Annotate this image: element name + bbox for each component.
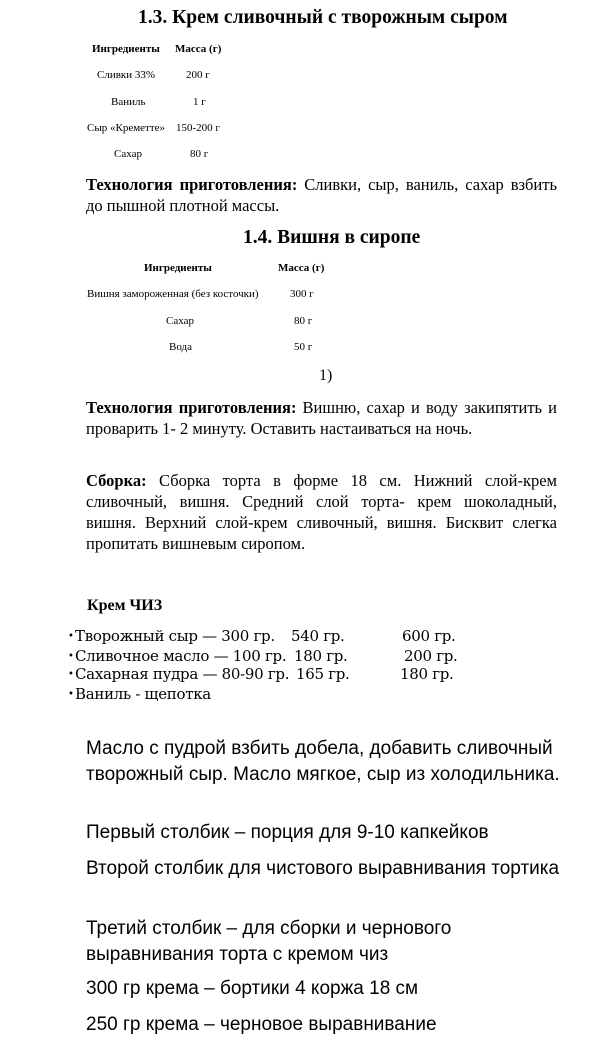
table2-row3-ingredient: Вода	[169, 341, 192, 353]
table2-row1-mass: 300 г	[290, 288, 314, 300]
cream-cheese-title: Крем ЧИЗ	[87, 597, 163, 614]
cream-item-name: Сливочное масло — 100 гр.	[75, 647, 287, 665]
note-sides: 300 гр крема – бортики 4 коржа 18 см	[86, 978, 419, 999]
assembly-paragraph	[86, 470, 557, 554]
cream-item-name: Ваниль - щепотка	[75, 685, 211, 703]
table1-row2-ingredient: Ваниль	[111, 96, 146, 108]
cream-item-col3: 200 гр.	[404, 647, 458, 665]
list-number: 1)	[319, 367, 333, 384]
tech-text: Сливки, сыр, ваниль, сахар взбить до пышной плотной массы.	[86, 175, 557, 215]
table2-header-mass: Масса (г)	[278, 262, 325, 274]
tech-paragraph-1-4	[86, 397, 557, 439]
cream-item	[68, 685, 211, 703]
table1-header-ingredients: Ингредиенты	[92, 43, 160, 55]
note-column-2: Второй столбик для чистового выравнивания тортика	[86, 858, 560, 879]
assembly-label: Сборка:	[86, 471, 147, 490]
bullet-icon: •	[68, 669, 74, 680]
tech-paragraph-1-3	[86, 174, 557, 216]
note-rough-level: 250 гр крема – черновое выравнивание	[86, 1014, 437, 1035]
bullet-icon: •	[68, 651, 74, 662]
table1-row3-ingredient: Сыр «Креметте»	[87, 122, 166, 134]
table1-row2-mass: 1 г	[193, 96, 206, 108]
cream-item	[68, 665, 454, 683]
table2-row3-mass: 50 г	[294, 341, 313, 353]
table1-row1-ingredient: Сливки 33%	[97, 69, 156, 81]
table2-row1-ingredient: Вишня замороженная (без косточки)	[87, 288, 259, 300]
tech-label: Технология приготовления:	[86, 398, 297, 417]
note-column-1: Первый столбик – порция для 9-10 капкейков	[86, 822, 489, 843]
cream-item-col2: 165 гр.	[296, 665, 350, 683]
cream-item-name: Сахарная пудра — 80-90 гр.	[75, 665, 290, 683]
table1-row4-ingredient: Сахар	[114, 148, 142, 160]
tech-text: Вишню, сахар и воду закипятить и проварить 1- 2 минуту. Оставить настаиваться на ночь.	[86, 398, 557, 438]
table2-row2-ingredient: Сахар	[166, 315, 194, 327]
cream-item-col2: 540 гр.	[291, 627, 345, 645]
section-title-1-3: 1.3. Крем сливочный с творожным сыром	[138, 7, 508, 28]
table1-row1-mass: 200 г	[186, 69, 210, 81]
cream-item-col3: 600 гр.	[402, 627, 456, 645]
assembly-text: Сборка торта в форме 18 см. Нижний слой-крем сливочный, вишня. Средний слой торта- крем шоколадный, вишня. Верхний слой-крем сливочный, вишня. Бисквит слегка пропитать вишневым сиропом.	[86, 471, 557, 553]
table1-row4-mass: 80 г	[190, 148, 209, 160]
table1-header-mass: Масса (г)	[175, 43, 222, 55]
table2-row2-mass: 80 г	[294, 315, 313, 327]
cream-item	[68, 627, 456, 645]
cream-item-col2: 180 гр.	[294, 647, 348, 665]
table1-row3-mass: 150-200 г	[176, 122, 220, 134]
cream-item	[68, 647, 458, 665]
table2-header-ingredients: Ингредиенты	[144, 262, 212, 274]
cream-item-name: Творожный сыр — 300 гр.	[75, 627, 275, 645]
bullet-icon: •	[68, 689, 74, 700]
note-column-3: Третий столбик – для сборки и чернового выравнивания торта с кремом чиз	[86, 918, 452, 965]
tech-label: Технология приготовления:	[86, 175, 298, 194]
cream-item-col3: 180 гр.	[400, 665, 454, 683]
section-title-1-4: 1.4. Вишня в сиропе	[243, 227, 421, 248]
bullet-icon: •	[68, 631, 74, 642]
note-whip: Масло с пудрой взбить добела, добавить сливочный творожный сыр. Масло мягкое, сыр из холодильника.	[86, 738, 560, 785]
